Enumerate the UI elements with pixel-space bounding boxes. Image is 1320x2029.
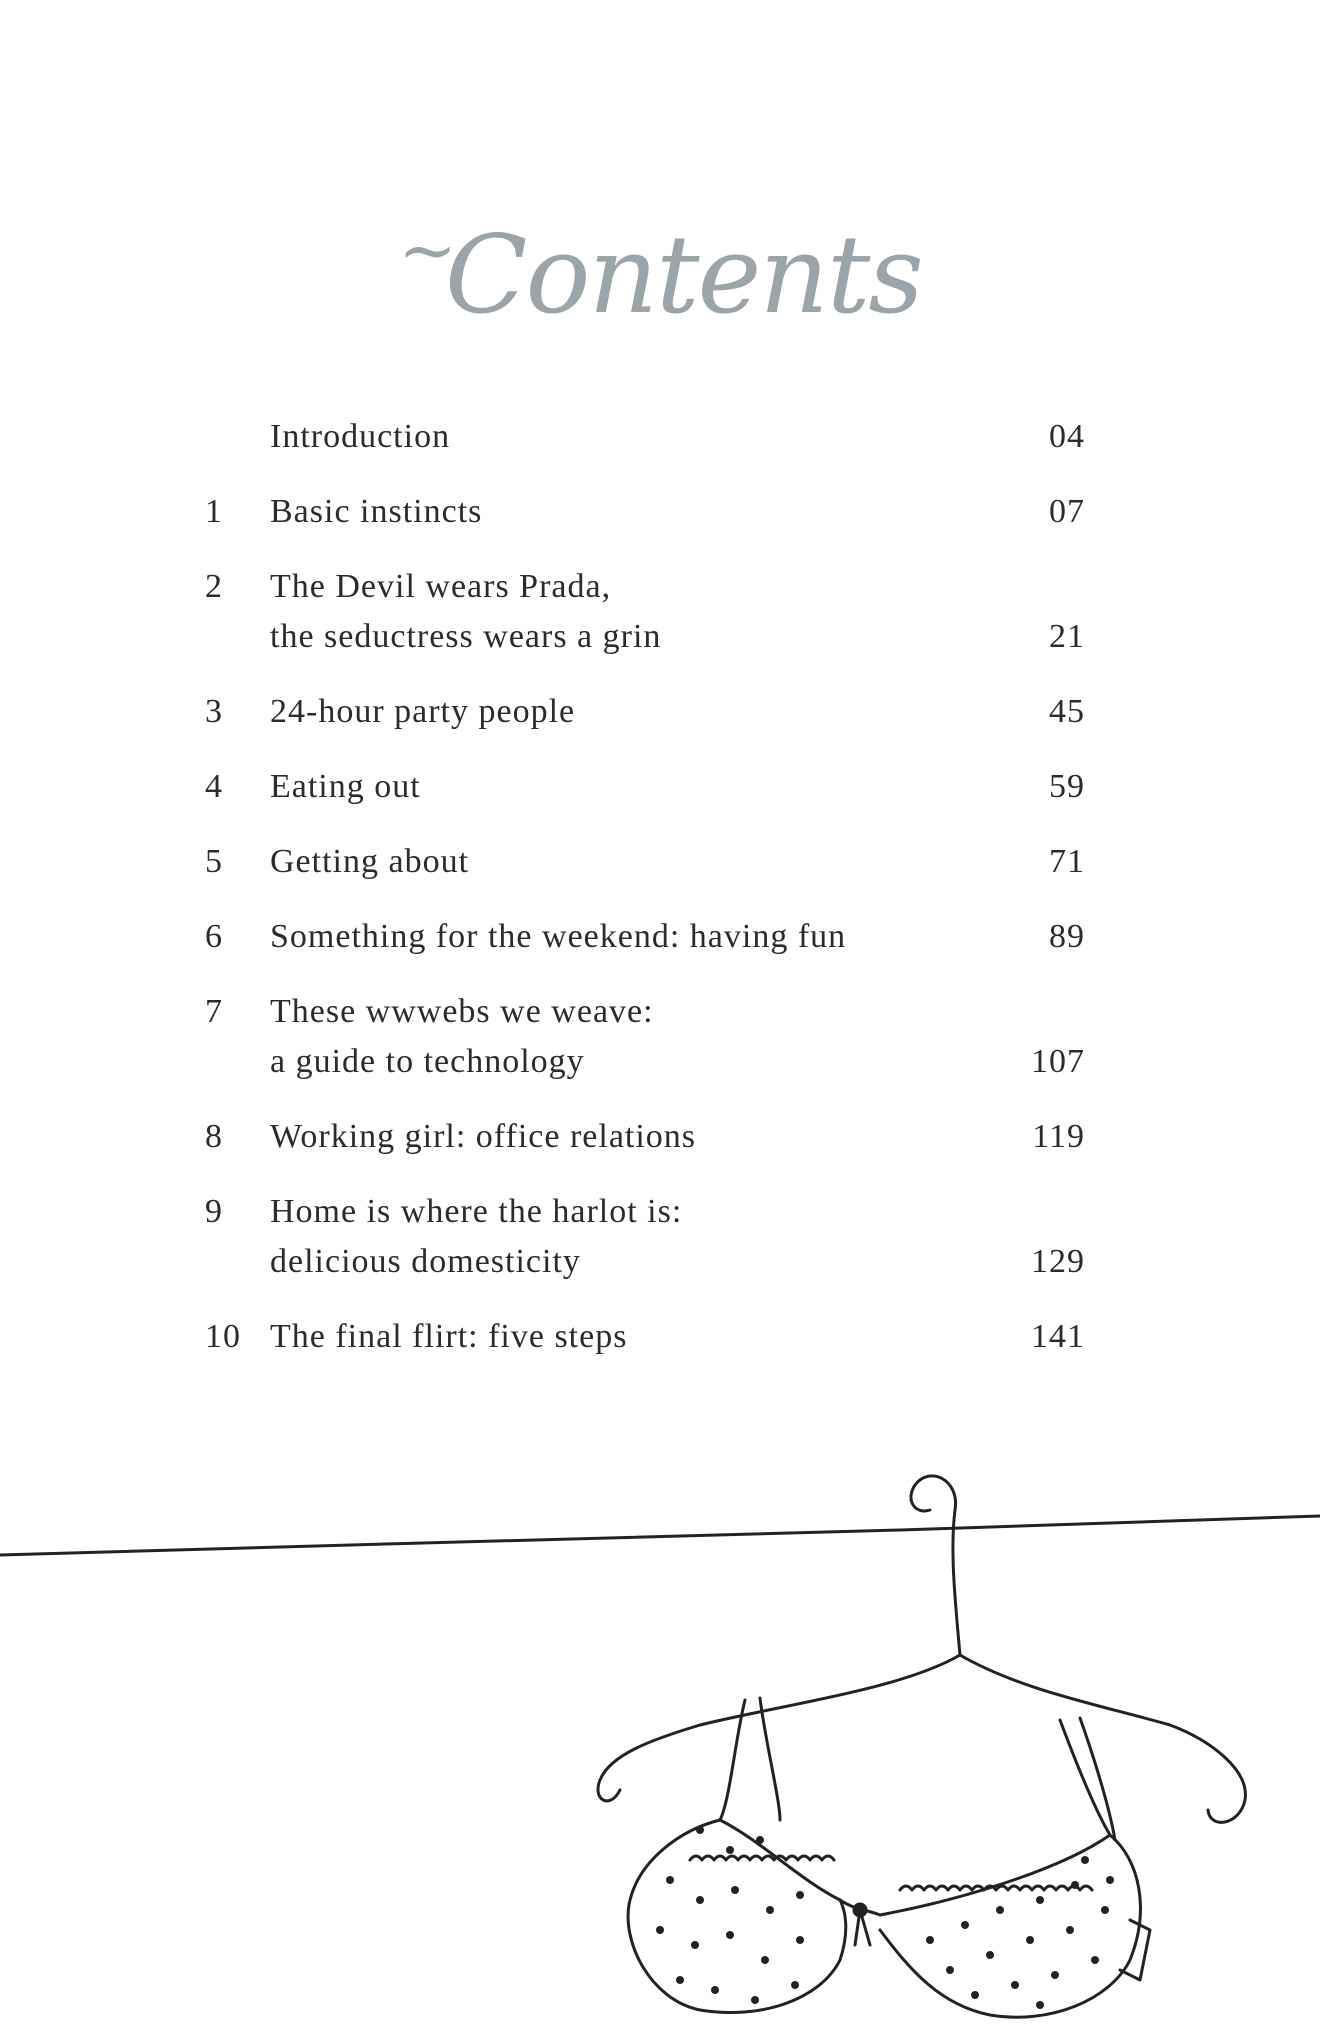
chapter-title-line: Home is where the harlot is: [270, 1193, 683, 1230]
page-title [0, 209, 1320, 338]
chapter-title-line: The Devil wears Prada, [270, 568, 612, 605]
chapter-title [270, 1312, 930, 1362]
chapter-title [270, 562, 930, 662]
page-number: 89 [1049, 918, 1085, 955]
polka-dots [656, 1826, 1114, 2009]
chapter-title [270, 687, 930, 737]
toc-entry [205, 762, 1085, 812]
page-number: 107 [1031, 1043, 1085, 1080]
chapter-title-line: Something for the weekend: having fun [270, 918, 847, 955]
page-title-text: Contents [444, 213, 922, 338]
chapter-title-line: The final flirt: five steps [270, 1318, 628, 1355]
toc-entry [205, 1187, 1085, 1287]
toc-entry [205, 562, 1085, 662]
table-of-contents [205, 412, 1085, 1387]
chapter-title [270, 762, 930, 812]
title-flourish-icon: ~ [398, 209, 455, 291]
page-number: 21 [1049, 618, 1085, 655]
chapter-title-line: delicious domesticity [270, 1243, 581, 1280]
chapter-number: 7 [205, 993, 223, 1030]
chapter-title-line: Basic instincts [270, 493, 483, 530]
chapter-number: 1 [205, 493, 223, 530]
chapter-number: 6 [205, 918, 223, 955]
chapter-title-line: Eating out [270, 768, 421, 805]
toc-entry [205, 837, 1085, 887]
chapter-number: 4 [205, 768, 223, 805]
chapter-title-line: These wwwebs we weave: [270, 993, 654, 1030]
chapter-number: 10 [205, 1318, 241, 1355]
chapter-title-line: a guide to technology [270, 1043, 585, 1080]
chapter-number: 9 [205, 1193, 223, 1230]
toc-entry [205, 912, 1085, 962]
chapter-number: 2 [205, 568, 223, 605]
toc-entry [205, 412, 1085, 462]
chapter-title [270, 912, 930, 962]
chapter-title [270, 412, 930, 462]
chapter-title [270, 1112, 930, 1162]
page-number: 71 [1049, 843, 1085, 880]
chapter-number: 3 [205, 693, 223, 730]
toc-entry [205, 987, 1085, 1087]
page-number: 04 [1049, 418, 1085, 455]
page-number: 07 [1049, 493, 1085, 530]
chapter-title-line: the seductress wears a grin [270, 618, 662, 655]
chapter-title [270, 987, 930, 1087]
chapter-title-line: Working girl: office relations [270, 1118, 697, 1155]
chapter-title-line: Introduction [270, 418, 451, 455]
chapter-title [270, 1187, 930, 1287]
page-number: 141 [1031, 1318, 1085, 1355]
page-number: 45 [1049, 693, 1085, 730]
chapter-title-line: 24-hour party people [270, 693, 576, 730]
page-number: 59 [1049, 768, 1085, 805]
chapter-number: 8 [205, 1118, 223, 1155]
chapter-title [270, 837, 930, 887]
toc-entry [205, 687, 1085, 737]
toc-entry [205, 1112, 1085, 1162]
bra-on-hanger-icon [0, 1440, 1320, 2029]
toc-entry [205, 487, 1085, 537]
toc-entry [205, 1312, 1085, 1362]
page-number: 119 [1032, 1118, 1085, 1155]
page-number: 129 [1031, 1243, 1085, 1280]
chapter-title [270, 487, 930, 537]
chapter-number: 5 [205, 843, 223, 880]
chapter-title-line: Getting about [270, 843, 470, 880]
